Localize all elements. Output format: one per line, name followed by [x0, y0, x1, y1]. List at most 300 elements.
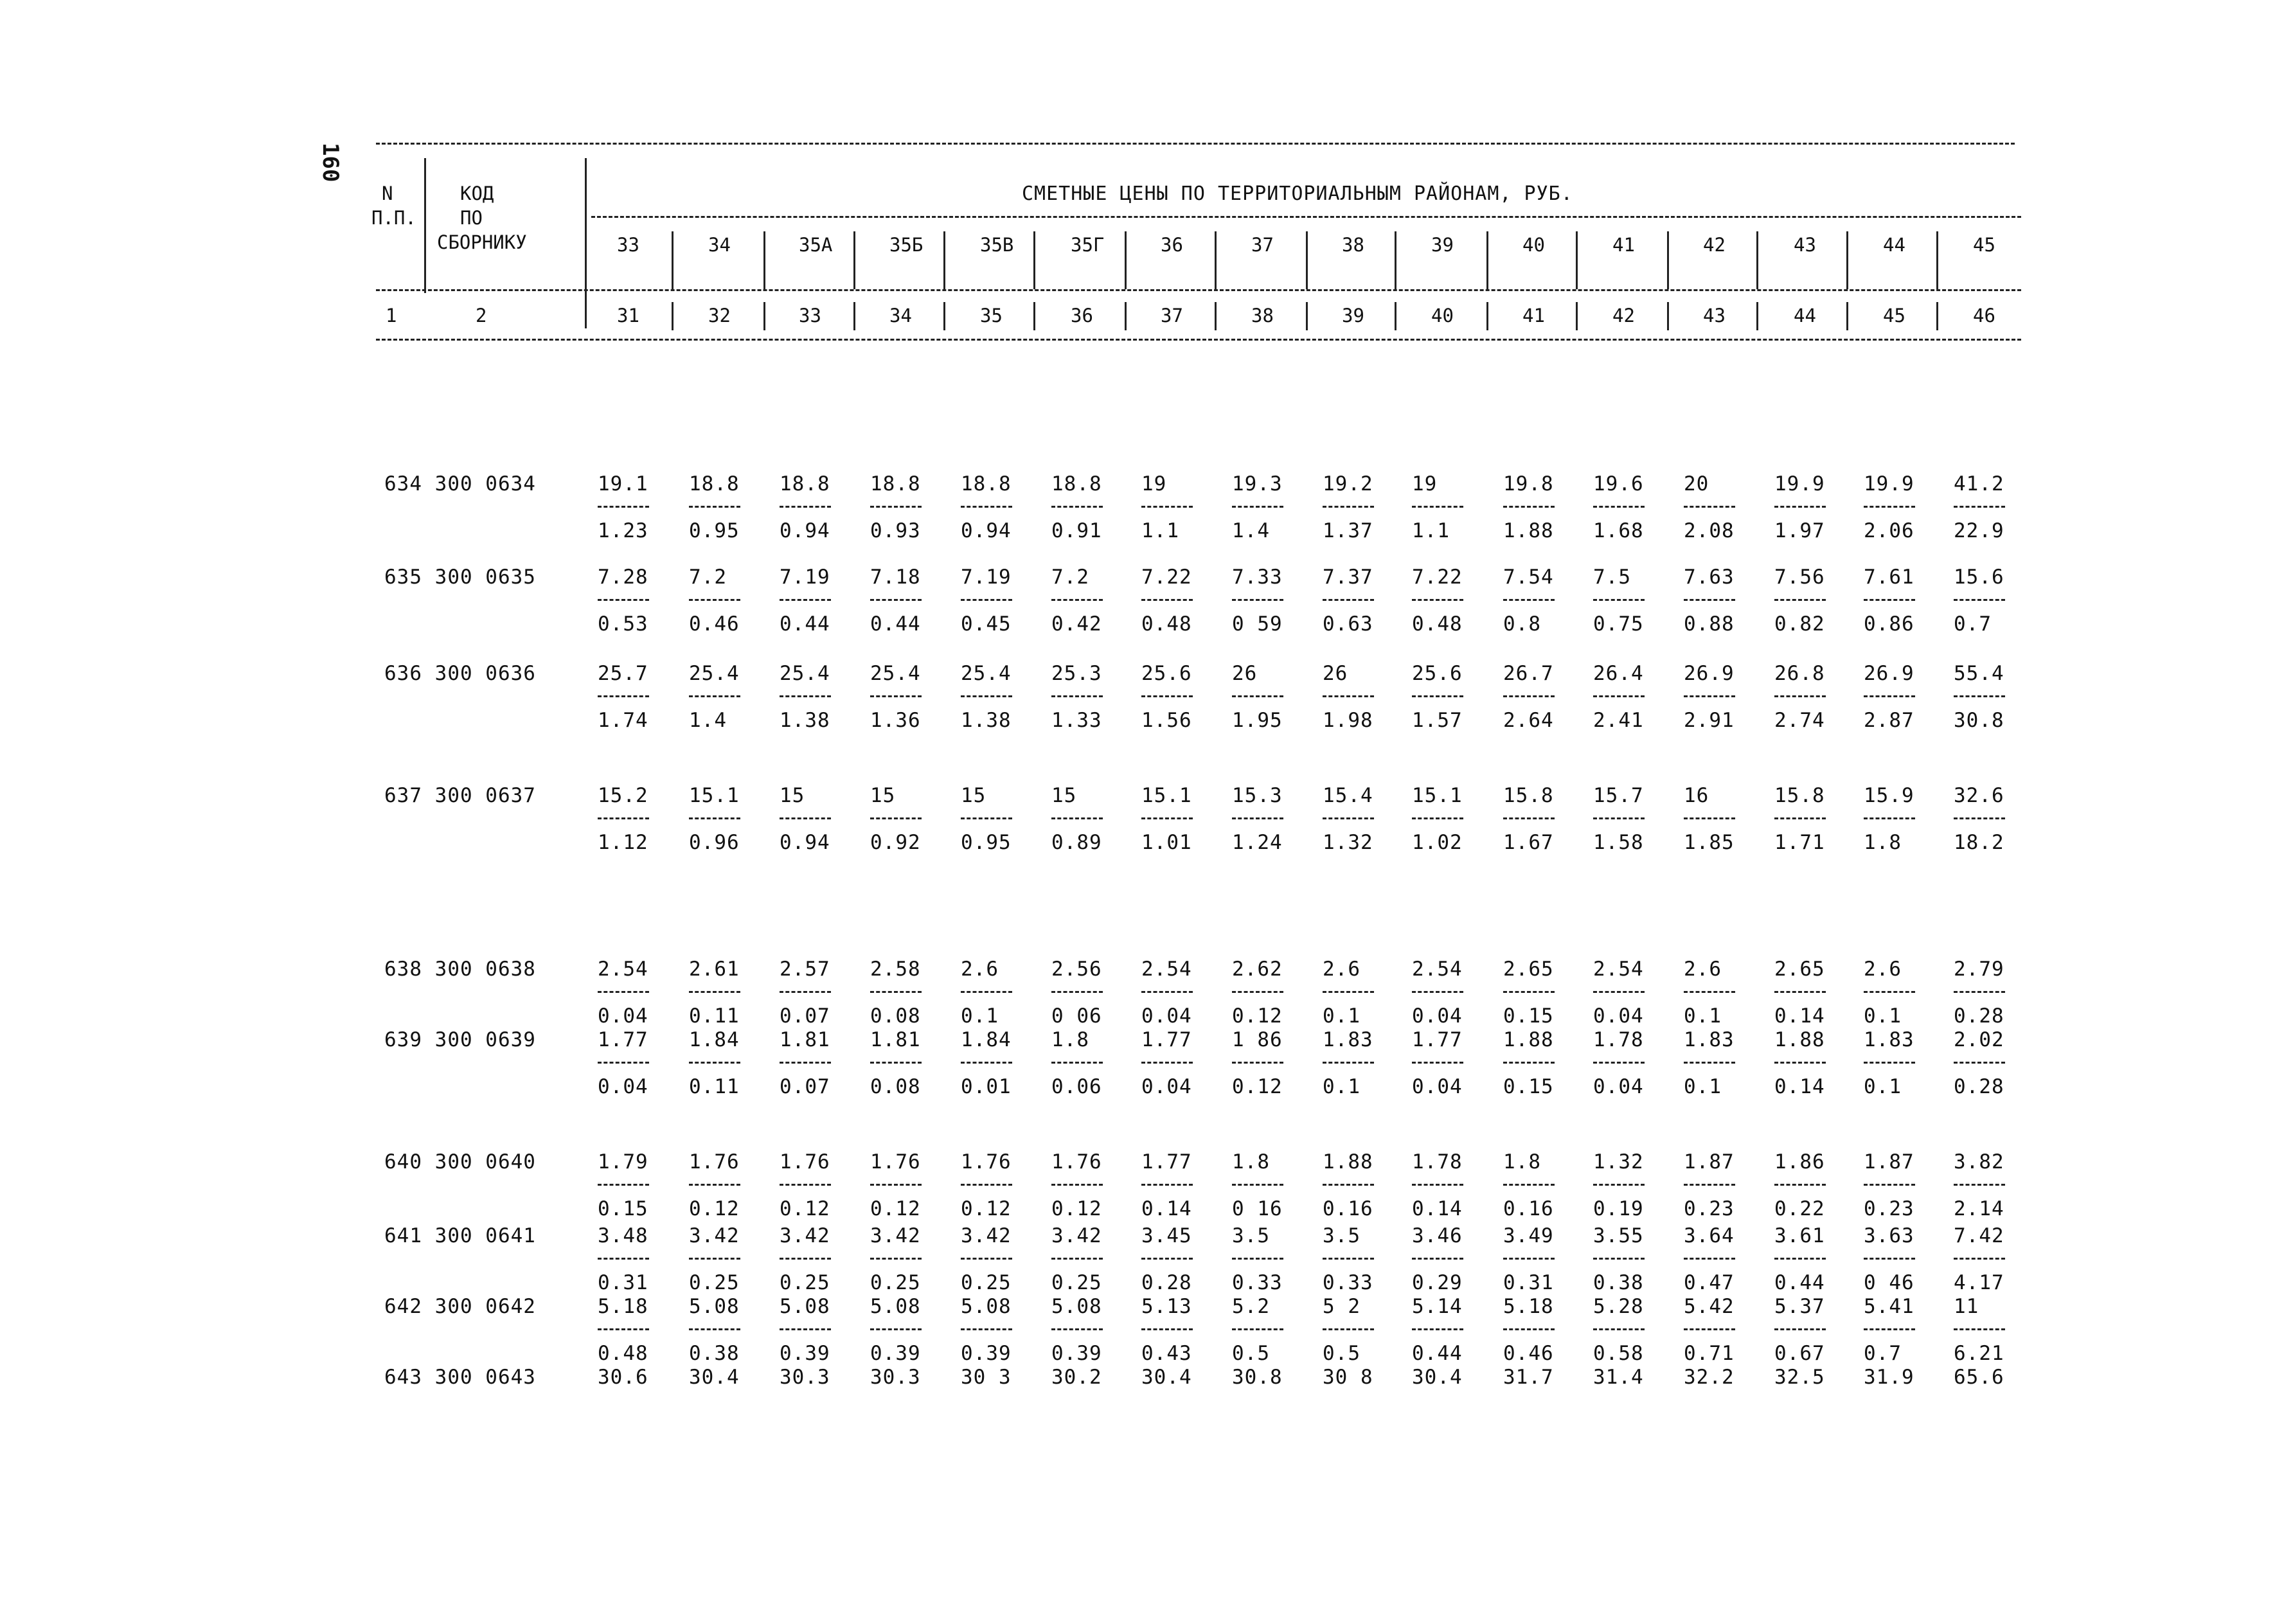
price-value: 30.3 — [780, 1366, 830, 1389]
price-value: 15 — [961, 784, 986, 807]
price-value: 0.5 — [1323, 1342, 1361, 1365]
price-value: 1.81 — [870, 1028, 921, 1051]
price-value: 1.88 — [1323, 1150, 1373, 1173]
fraction-line — [1323, 1258, 1374, 1260]
price-value: 18.8 — [689, 472, 740, 495]
row-code: 637 300 0637 — [384, 784, 536, 807]
fraction-line — [1774, 599, 1826, 601]
fraction-line — [870, 991, 922, 993]
fraction-line — [1503, 695, 1555, 697]
price-value: 31.4 — [1593, 1366, 1644, 1389]
price-value: 1.24 — [1232, 831, 1283, 854]
fraction-line — [1323, 506, 1374, 508]
price-value: 30.8 — [1954, 709, 2004, 732]
fraction-line — [1954, 817, 2005, 819]
price-value: 26.7 — [1503, 662, 1554, 685]
fraction-line — [1684, 1062, 1735, 1064]
price-value: 5.08 — [780, 1295, 830, 1318]
price-value: 0.11 — [689, 1075, 740, 1098]
price-value: 1.38 — [780, 709, 830, 732]
fraction-line — [1864, 1184, 1915, 1186]
price-value: 4.17 — [1954, 1271, 2004, 1294]
price-value: 0.38 — [1593, 1271, 1644, 1294]
price-value: 1.77 — [1141, 1028, 1192, 1051]
column-number: 35 — [980, 305, 1003, 326]
price-value: 26.9 — [1684, 662, 1735, 685]
price-value: 6.21 — [1954, 1342, 2004, 1365]
price-value: 25.7 — [598, 662, 648, 685]
price-value: 18.8 — [1051, 472, 1102, 495]
price-value: 0.16 — [1323, 1197, 1373, 1220]
price-value: 7.22 — [1141, 566, 1192, 589]
header-divider — [585, 158, 587, 328]
fraction-line — [1684, 695, 1735, 697]
price-value: 1.79 — [598, 1150, 648, 1173]
fraction-line — [1503, 1062, 1555, 1064]
fraction-line — [1954, 1184, 2005, 1186]
fraction-line — [689, 599, 740, 601]
price-value: 0.06 — [1051, 1075, 1102, 1098]
price-value: 0.04 — [1141, 1075, 1192, 1098]
fraction-line — [689, 1258, 740, 1260]
header-divider — [853, 231, 855, 289]
column-number: 33 — [799, 305, 821, 326]
fraction-line — [1684, 599, 1735, 601]
header-divider — [1125, 231, 1127, 289]
price-value: 0.91 — [1051, 519, 1102, 542]
price-value: 2.6 — [961, 958, 999, 981]
fraction-line — [1051, 1184, 1103, 1186]
row-code: 639 300 0639 — [384, 1028, 536, 1051]
column-number: 31 — [617, 305, 639, 326]
header-n: N — [382, 183, 393, 204]
fraction-line — [598, 817, 649, 819]
fraction-line — [1412, 1258, 1463, 1260]
price-value: 0.12 — [1051, 1197, 1102, 1220]
price-value: 0.01 — [961, 1075, 1012, 1098]
price-value: 15.4 — [1323, 784, 1373, 807]
fraction-line — [1051, 1258, 1103, 1260]
fraction-line — [870, 506, 922, 508]
column-number: 34 — [889, 305, 912, 326]
fraction-line — [1774, 506, 1826, 508]
price-value: 5.18 — [598, 1295, 648, 1318]
page-number: 160 — [317, 143, 343, 183]
price-value: 0.39 — [1051, 1342, 1102, 1365]
price-value: 0.1 — [1684, 1075, 1722, 1098]
price-value: 0.31 — [598, 1271, 648, 1294]
fraction-line — [1864, 695, 1915, 697]
price-value: 18.8 — [870, 472, 921, 495]
district-header: 35Г — [1071, 234, 1105, 256]
header-divider — [1306, 302, 1308, 330]
price-value: 1.67 — [1503, 831, 1554, 854]
price-value: 5.08 — [870, 1295, 921, 1318]
price-value: 0.25 — [1051, 1271, 1102, 1294]
district-header: 44 — [1883, 234, 1905, 256]
price-value: 1.86 — [1774, 1150, 1825, 1173]
price-value: 26.4 — [1593, 662, 1644, 685]
price-value: 1.84 — [961, 1028, 1012, 1051]
price-value: 0.89 — [1051, 831, 1102, 854]
price-value: 0.22 — [1774, 1197, 1825, 1220]
price-value: 16 — [1684, 784, 1709, 807]
fraction-line — [1051, 817, 1103, 819]
price-value: 0.08 — [870, 1075, 921, 1098]
fraction-line — [1593, 1184, 1645, 1186]
fraction-line — [1864, 1328, 1915, 1330]
price-value: 7.19 — [780, 566, 830, 589]
price-value: 1.85 — [1684, 831, 1735, 854]
price-value: 0.93 — [870, 519, 921, 542]
district-header: 39 — [1431, 234, 1454, 256]
price-value: 1.87 — [1864, 1150, 1914, 1173]
price-value: 30 8 — [1323, 1366, 1373, 1389]
fraction-line — [1684, 1328, 1735, 1330]
price-value: 1.37 — [1323, 519, 1373, 542]
fraction-line — [1503, 599, 1555, 601]
price-value: 25.4 — [870, 662, 921, 685]
header-divider — [853, 302, 855, 330]
fraction-line — [1593, 599, 1645, 601]
price-value: 7.61 — [1864, 566, 1914, 589]
fraction-line — [1232, 599, 1283, 601]
price-value: 0.04 — [598, 1004, 648, 1028]
price-value: 2.74 — [1774, 709, 1825, 732]
price-value: 0.12 — [870, 1197, 921, 1220]
price-value: 0.12 — [780, 1197, 830, 1220]
fraction-line — [1051, 599, 1103, 601]
fraction-line — [1323, 817, 1374, 819]
fraction-line — [1141, 1328, 1193, 1330]
fraction-line — [1323, 695, 1374, 697]
price-value: 15 — [870, 784, 896, 807]
price-value: 0.25 — [689, 1271, 740, 1294]
fraction-line — [780, 695, 831, 697]
price-value: 2.91 — [1684, 709, 1735, 732]
price-value: 7.54 — [1503, 566, 1554, 589]
fraction-line — [1412, 599, 1463, 601]
fraction-line — [598, 1184, 649, 1186]
header-code-1: КОД — [460, 183, 494, 204]
price-value: 19 — [1141, 472, 1167, 495]
price-value: 3.82 — [1954, 1150, 2004, 1173]
price-value: 15.1 — [1412, 784, 1463, 807]
column-number: 46 — [1973, 305, 1995, 326]
header-divider — [1846, 231, 1848, 289]
price-value: 3.55 — [1593, 1224, 1644, 1247]
price-value: 7.22 — [1412, 566, 1463, 589]
row-code: 641 300 0641 — [384, 1224, 536, 1247]
price-value: 0.82 — [1774, 612, 1825, 636]
header-divider — [943, 302, 945, 330]
price-value: 25.3 — [1051, 662, 1102, 685]
price-value: 1.77 — [1412, 1028, 1463, 1051]
price-value: 2.62 — [1232, 958, 1283, 981]
column-number: 41 — [1522, 305, 1545, 326]
price-value: 0.12 — [689, 1197, 740, 1220]
price-value: 5 2 — [1323, 1295, 1361, 1318]
fraction-line — [780, 1062, 831, 1064]
fraction-line — [961, 1184, 1012, 1186]
price-value: 0.48 — [1141, 612, 1192, 636]
price-value: 3.48 — [598, 1224, 648, 1247]
price-value: 3.5 — [1323, 1224, 1361, 1247]
price-value: 1.83 — [1323, 1028, 1373, 1051]
price-value: 0 59 — [1232, 612, 1283, 636]
header-code-2: ПО — [460, 207, 483, 229]
price-value: 1.76 — [780, 1150, 830, 1173]
fraction-line — [1412, 1328, 1463, 1330]
fraction-line — [1864, 506, 1915, 508]
fraction-line — [1232, 991, 1283, 993]
price-value: 25.6 — [1412, 662, 1463, 685]
price-value: 2.58 — [870, 958, 921, 981]
fraction-line — [1593, 1328, 1645, 1330]
price-value: 0.45 — [961, 612, 1012, 636]
price-value: 0.48 — [598, 1342, 648, 1365]
row-code: 635 300 0635 — [384, 566, 536, 589]
price-value: 0.23 — [1684, 1197, 1735, 1220]
price-value: 0.1 — [1864, 1004, 1902, 1028]
row-code: 638 300 0638 — [384, 958, 536, 981]
price-value: 0.04 — [598, 1075, 648, 1098]
price-value: 1.84 — [689, 1028, 740, 1051]
fraction-line — [1684, 1184, 1735, 1186]
fraction-line — [1051, 1328, 1103, 1330]
price-value: 0.44 — [1774, 1271, 1825, 1294]
fraction-line — [598, 506, 649, 508]
fraction-line — [1323, 1184, 1374, 1186]
price-value: 0.11 — [689, 1004, 740, 1028]
price-value: 0.28 — [1954, 1075, 2004, 1098]
price-value: 15.8 — [1503, 784, 1554, 807]
column-number: 32 — [708, 305, 731, 326]
fraction-line — [598, 599, 649, 601]
fraction-line — [961, 599, 1012, 601]
header-divider — [1936, 231, 1938, 289]
price-value: 1.32 — [1323, 831, 1373, 854]
fraction-line — [961, 817, 1012, 819]
fraction-line — [598, 1258, 649, 1260]
price-value: 1.76 — [1051, 1150, 1102, 1173]
price-value: 0.07 — [780, 1004, 830, 1028]
price-value: 0.7 — [1954, 612, 1992, 636]
price-value: 0.94 — [961, 519, 1012, 542]
column-number: 37 — [1161, 305, 1183, 326]
header-code-3: СБОРНИКУ — [437, 231, 527, 253]
price-value: 5.28 — [1593, 1295, 1644, 1318]
fraction-line — [598, 1328, 649, 1330]
fraction-line — [1593, 506, 1645, 508]
price-value: 1.23 — [598, 519, 648, 542]
price-value: 15.9 — [1864, 784, 1914, 807]
price-value: 0.33 — [1323, 1271, 1373, 1294]
fraction-line — [1323, 1062, 1374, 1064]
price-value: 0.44 — [870, 612, 921, 636]
fraction-line — [1684, 506, 1735, 508]
fraction-line — [1684, 991, 1735, 993]
district-header: 37 — [1251, 234, 1274, 256]
column-number: 40 — [1431, 305, 1454, 326]
price-value: 0.92 — [870, 831, 921, 854]
fraction-line — [1141, 1062, 1193, 1064]
fraction-line — [689, 506, 740, 508]
price-value: 0.39 — [870, 1342, 921, 1365]
header-divider — [1756, 302, 1758, 330]
price-value: 1.78 — [1412, 1150, 1463, 1173]
price-value: 1.56 — [1141, 709, 1192, 732]
price-value: 1.68 — [1593, 519, 1644, 542]
price-value: 0.1 — [961, 1004, 999, 1028]
price-value: 1.4 — [1232, 519, 1270, 542]
price-value: 0.25 — [961, 1271, 1012, 1294]
price-value: 31.7 — [1503, 1366, 1554, 1389]
fraction-line — [1774, 1258, 1826, 1260]
row-code: 643 300 0643 — [384, 1366, 536, 1389]
price-value: 7.2 — [689, 566, 727, 589]
price-value: 2.65 — [1774, 958, 1825, 981]
price-value: 1.81 — [780, 1028, 830, 1051]
price-value: 0.94 — [780, 831, 830, 854]
header-divider — [943, 231, 945, 289]
price-value: 3.61 — [1774, 1224, 1825, 1247]
header-divider — [1215, 231, 1217, 289]
header-divider — [1846, 302, 1848, 330]
fraction-line — [1864, 1258, 1915, 1260]
header-divider — [1667, 302, 1669, 330]
row-code: 636 300 0636 — [384, 662, 536, 685]
fraction-line — [1954, 1258, 2005, 1260]
price-value: 0.14 — [1412, 1197, 1463, 1220]
price-value: 0.86 — [1864, 612, 1914, 636]
price-value: 0.5 — [1232, 1342, 1270, 1365]
price-value: 26.8 — [1774, 662, 1825, 685]
price-value: 18.8 — [780, 472, 830, 495]
price-value: 15.6 — [1954, 566, 2004, 589]
price-value: 1.02 — [1412, 831, 1463, 854]
price-value: 0.67 — [1774, 1342, 1825, 1365]
fraction-line — [961, 695, 1012, 697]
price-value: 0.44 — [1412, 1342, 1463, 1365]
column-number: 39 — [1342, 305, 1364, 326]
fraction-line — [1051, 506, 1103, 508]
price-value: 3.45 — [1141, 1224, 1192, 1247]
fraction-line — [1232, 695, 1283, 697]
fraction-line — [1141, 817, 1193, 819]
price-value: 7.28 — [598, 566, 648, 589]
price-value: 11 — [1954, 1295, 1979, 1318]
header-divider — [763, 231, 765, 289]
price-value: 1.78 — [1593, 1028, 1644, 1051]
price-value: 0.04 — [1412, 1004, 1463, 1028]
fraction-line — [1954, 695, 2005, 697]
fraction-line — [870, 1062, 922, 1064]
header-mid-rule — [591, 216, 2021, 218]
price-value: 1.83 — [1684, 1028, 1735, 1051]
column-number: 43 — [1703, 305, 1726, 326]
price-value: 15.3 — [1232, 784, 1283, 807]
fraction-line — [1141, 506, 1193, 508]
fraction-line — [1412, 817, 1463, 819]
fraction-line — [1593, 1062, 1645, 1064]
price-value: 19.3 — [1232, 472, 1283, 495]
fraction-line — [1503, 506, 1555, 508]
price-value: 1.57 — [1412, 709, 1463, 732]
price-value: 0.95 — [689, 519, 740, 542]
price-value: 2.65 — [1503, 958, 1554, 981]
price-value: 0.28 — [1954, 1004, 2004, 1028]
column-number: 36 — [1071, 305, 1093, 326]
fraction-line — [1232, 506, 1283, 508]
fraction-line — [1864, 817, 1915, 819]
price-value: 5.13 — [1141, 1295, 1192, 1318]
price-value: 3.42 — [689, 1224, 740, 1247]
price-value: 19.9 — [1864, 472, 1914, 495]
price-value: 0.39 — [780, 1342, 830, 1365]
fraction-line — [961, 1258, 1012, 1260]
district-header: 43 — [1794, 234, 1816, 256]
fraction-line — [1412, 1184, 1463, 1186]
price-value: 1.76 — [870, 1150, 921, 1173]
price-value: 30.4 — [1412, 1366, 1463, 1389]
price-value: 19 — [1412, 472, 1438, 495]
price-value: 0.46 — [689, 612, 740, 636]
price-value: 0.53 — [598, 612, 648, 636]
price-value: 7.56 — [1774, 566, 1825, 589]
price-value: 0.14 — [1774, 1075, 1825, 1098]
price-value: 0.19 — [1593, 1197, 1644, 1220]
price-value: 2.61 — [689, 958, 740, 981]
price-value: 0.07 — [780, 1075, 830, 1098]
fraction-line — [1503, 1258, 1555, 1260]
district-header: 33 — [617, 234, 639, 256]
table-title: СМЕТНЫЕ ЦЕНЫ ПО ТЕРРИТОРИАЛЬНЫМ РАЙОНАМ, РУБ. — [1022, 183, 1573, 205]
fraction-line — [780, 506, 831, 508]
fraction-line — [1954, 599, 2005, 601]
price-value: 0.47 — [1684, 1271, 1735, 1294]
price-value: 0.08 — [870, 1004, 921, 1028]
price-value: 0.38 — [689, 1342, 740, 1365]
price-value: 0.1 — [1323, 1075, 1361, 1098]
district-header: 42 — [1703, 234, 1726, 256]
fraction-line — [961, 1328, 1012, 1330]
price-value: 3.63 — [1864, 1224, 1914, 1247]
price-value: 0.48 — [1412, 612, 1463, 636]
header-divider — [1486, 231, 1488, 289]
fraction-line — [1232, 1258, 1283, 1260]
price-value: 0.63 — [1323, 612, 1373, 636]
price-value: 1.76 — [961, 1150, 1012, 1173]
price-value: 1.83 — [1864, 1028, 1914, 1051]
fraction-line — [1412, 506, 1463, 508]
fraction-line — [1774, 1328, 1826, 1330]
price-value: 2.14 — [1954, 1197, 2004, 1220]
price-value: 7.18 — [870, 566, 921, 589]
header-divider — [1125, 302, 1127, 330]
price-value: 25.6 — [1141, 662, 1192, 685]
price-value: 1.98 — [1323, 709, 1373, 732]
price-value: 19.9 — [1774, 472, 1825, 495]
price-value: 2.08 — [1684, 519, 1735, 542]
header-divider — [1667, 231, 1669, 289]
price-value: 3.5 — [1232, 1224, 1270, 1247]
price-value: 2.41 — [1593, 709, 1644, 732]
fraction-line — [1141, 695, 1193, 697]
fraction-line — [1593, 817, 1645, 819]
price-value: 0.94 — [780, 519, 830, 542]
fraction-line — [1141, 1184, 1193, 1186]
